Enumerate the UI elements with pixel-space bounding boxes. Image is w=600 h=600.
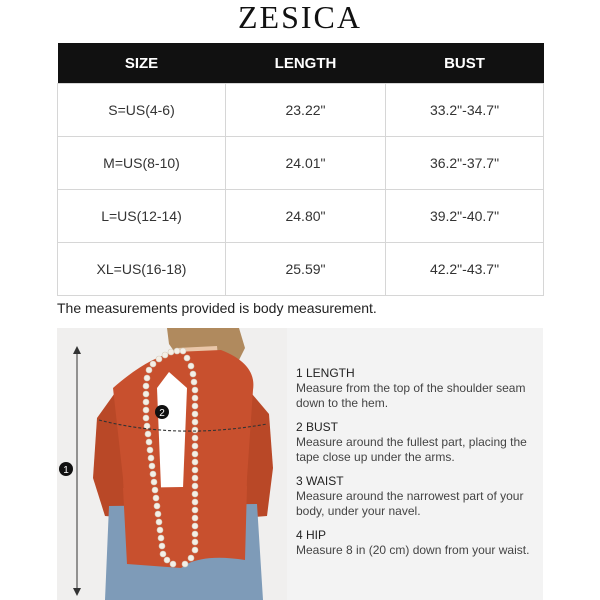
measurement-instructions [296, 366, 541, 567]
instruction-text: Measure 8 in (20 cm) down from your waist. [296, 543, 530, 557]
instruction-title: 3 WAIST [296, 474, 344, 488]
length-cell: 25.59" [226, 243, 386, 296]
size-cell: S=US(4-6) [58, 84, 226, 137]
bust-cell: 39.2"-40.7" [386, 190, 544, 243]
inner-top-shape [157, 372, 187, 488]
instruction-bust [296, 420, 541, 465]
sweater-hem-shape [123, 486, 247, 568]
instruction-title: 1 LENGTH [296, 366, 355, 380]
length-marker-label: 1 [63, 465, 69, 476]
instruction-text: Measure around the fullest part, placing the tape close up under the arms. [296, 435, 527, 464]
instruction-text: Measure around the narrowest part of your body, under your navel. [296, 489, 524, 518]
instruction-title: 4 HIP [296, 528, 327, 542]
measurement-guide-panel [57, 328, 543, 600]
size-chart-table [57, 43, 544, 296]
bust-marker-label: 2 [159, 408, 165, 419]
table-row [58, 84, 544, 137]
bust-cell: 33.2"-34.7" [386, 84, 544, 137]
header-size: SIZE [58, 43, 226, 84]
instruction-text: Measure from the top of the shoulder seam down to the hem. [296, 381, 526, 410]
bust-cell: 36.2"-37.7" [386, 137, 544, 190]
bust-cell: 42.2"-43.7" [386, 243, 544, 296]
model-figure-illustration [57, 328, 287, 600]
length-cell: 24.01" [226, 137, 386, 190]
size-cell: M=US(8-10) [58, 137, 226, 190]
table-row [58, 190, 544, 243]
table-row [58, 243, 544, 296]
instruction-hip [296, 528, 541, 558]
size-cell: L=US(12-14) [58, 190, 226, 243]
instruction-length [296, 366, 541, 411]
instruction-title: 2 BUST [296, 420, 339, 434]
table-header-row [58, 43, 544, 84]
measurement-note: The measurements provided is body measurement. [57, 300, 377, 316]
brand-logo: ZESICA [238, 0, 362, 35]
size-cell: XL=US(16-18) [58, 243, 226, 296]
length-cell: 24.80" [226, 190, 386, 243]
instruction-waist [296, 474, 541, 519]
length-cell: 23.22" [226, 84, 386, 137]
header-bust: BUST [386, 43, 544, 84]
table-row [58, 137, 544, 190]
header-length: LENGTH [226, 43, 386, 84]
